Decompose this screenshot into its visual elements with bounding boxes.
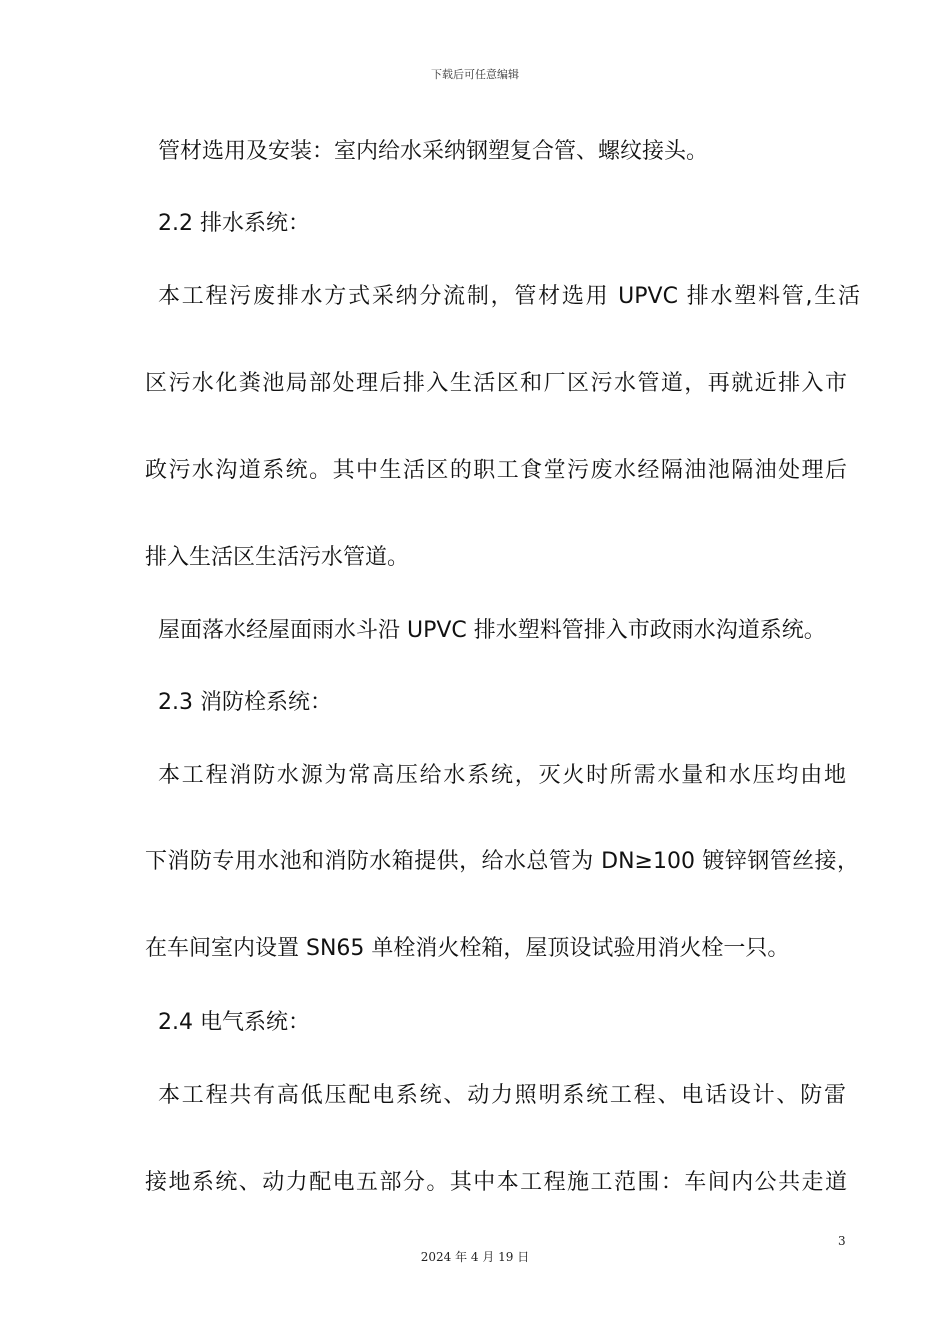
paragraph-line: 接地系统、动力配电五部分。其中本工程施工范围：车间内公共走道 (145, 1170, 847, 1195)
section-heading: 2.3 消防栓系统： (158, 690, 332, 715)
page-number: 3 (838, 1234, 846, 1248)
page-footer-date: 2024 年 4 月 19 日 (420, 1250, 530, 1264)
paragraph-line: 下消防专用水池和消防水箱提供，给水总管为 DN≥100 镀锌钢管丝接， (145, 849, 859, 874)
paragraph-line: 管材选用及安装：室内给水采纳钢塑复合管、螺纹接头。 (158, 139, 709, 164)
paragraph-line: 区污水化粪池局部处理后排入生活区和厂区污水管道，再就近排入市 (145, 371, 847, 396)
paragraph-line: 政污水沟道系统。其中生活区的职工食堂污废水经隔油池隔油处理后 (145, 458, 847, 483)
section-heading: 2.4 电气系统： (158, 1010, 310, 1035)
paragraph-line: 屋面落水经屋面雨水斗沿 UPVC 排水塑料管排入市政雨水沟道系统。 (158, 618, 826, 643)
page-header: 下载后可任意编辑 (431, 68, 519, 81)
paragraph-line: 在车间室内设置 SN65 单栓消火栓箱，屋顶设试验用消火栓一只。 (145, 936, 790, 961)
paragraph-line: 本工程消防水源为常高压给水系统，灭火时所需水量和水压均由地 (158, 763, 846, 788)
paragraph-line: 排入生活区生活污水管道。 (145, 545, 410, 570)
paragraph-line: 本工程污废排水方式采纳分流制，管材选用 UPVC 排水塑料管,生活 (158, 284, 860, 309)
section-heading: 2.2 排水系统： (158, 211, 310, 236)
paragraph-line: 本工程共有高低压配电系统、动力照明系统工程、电话设计、防雷 (158, 1083, 846, 1108)
